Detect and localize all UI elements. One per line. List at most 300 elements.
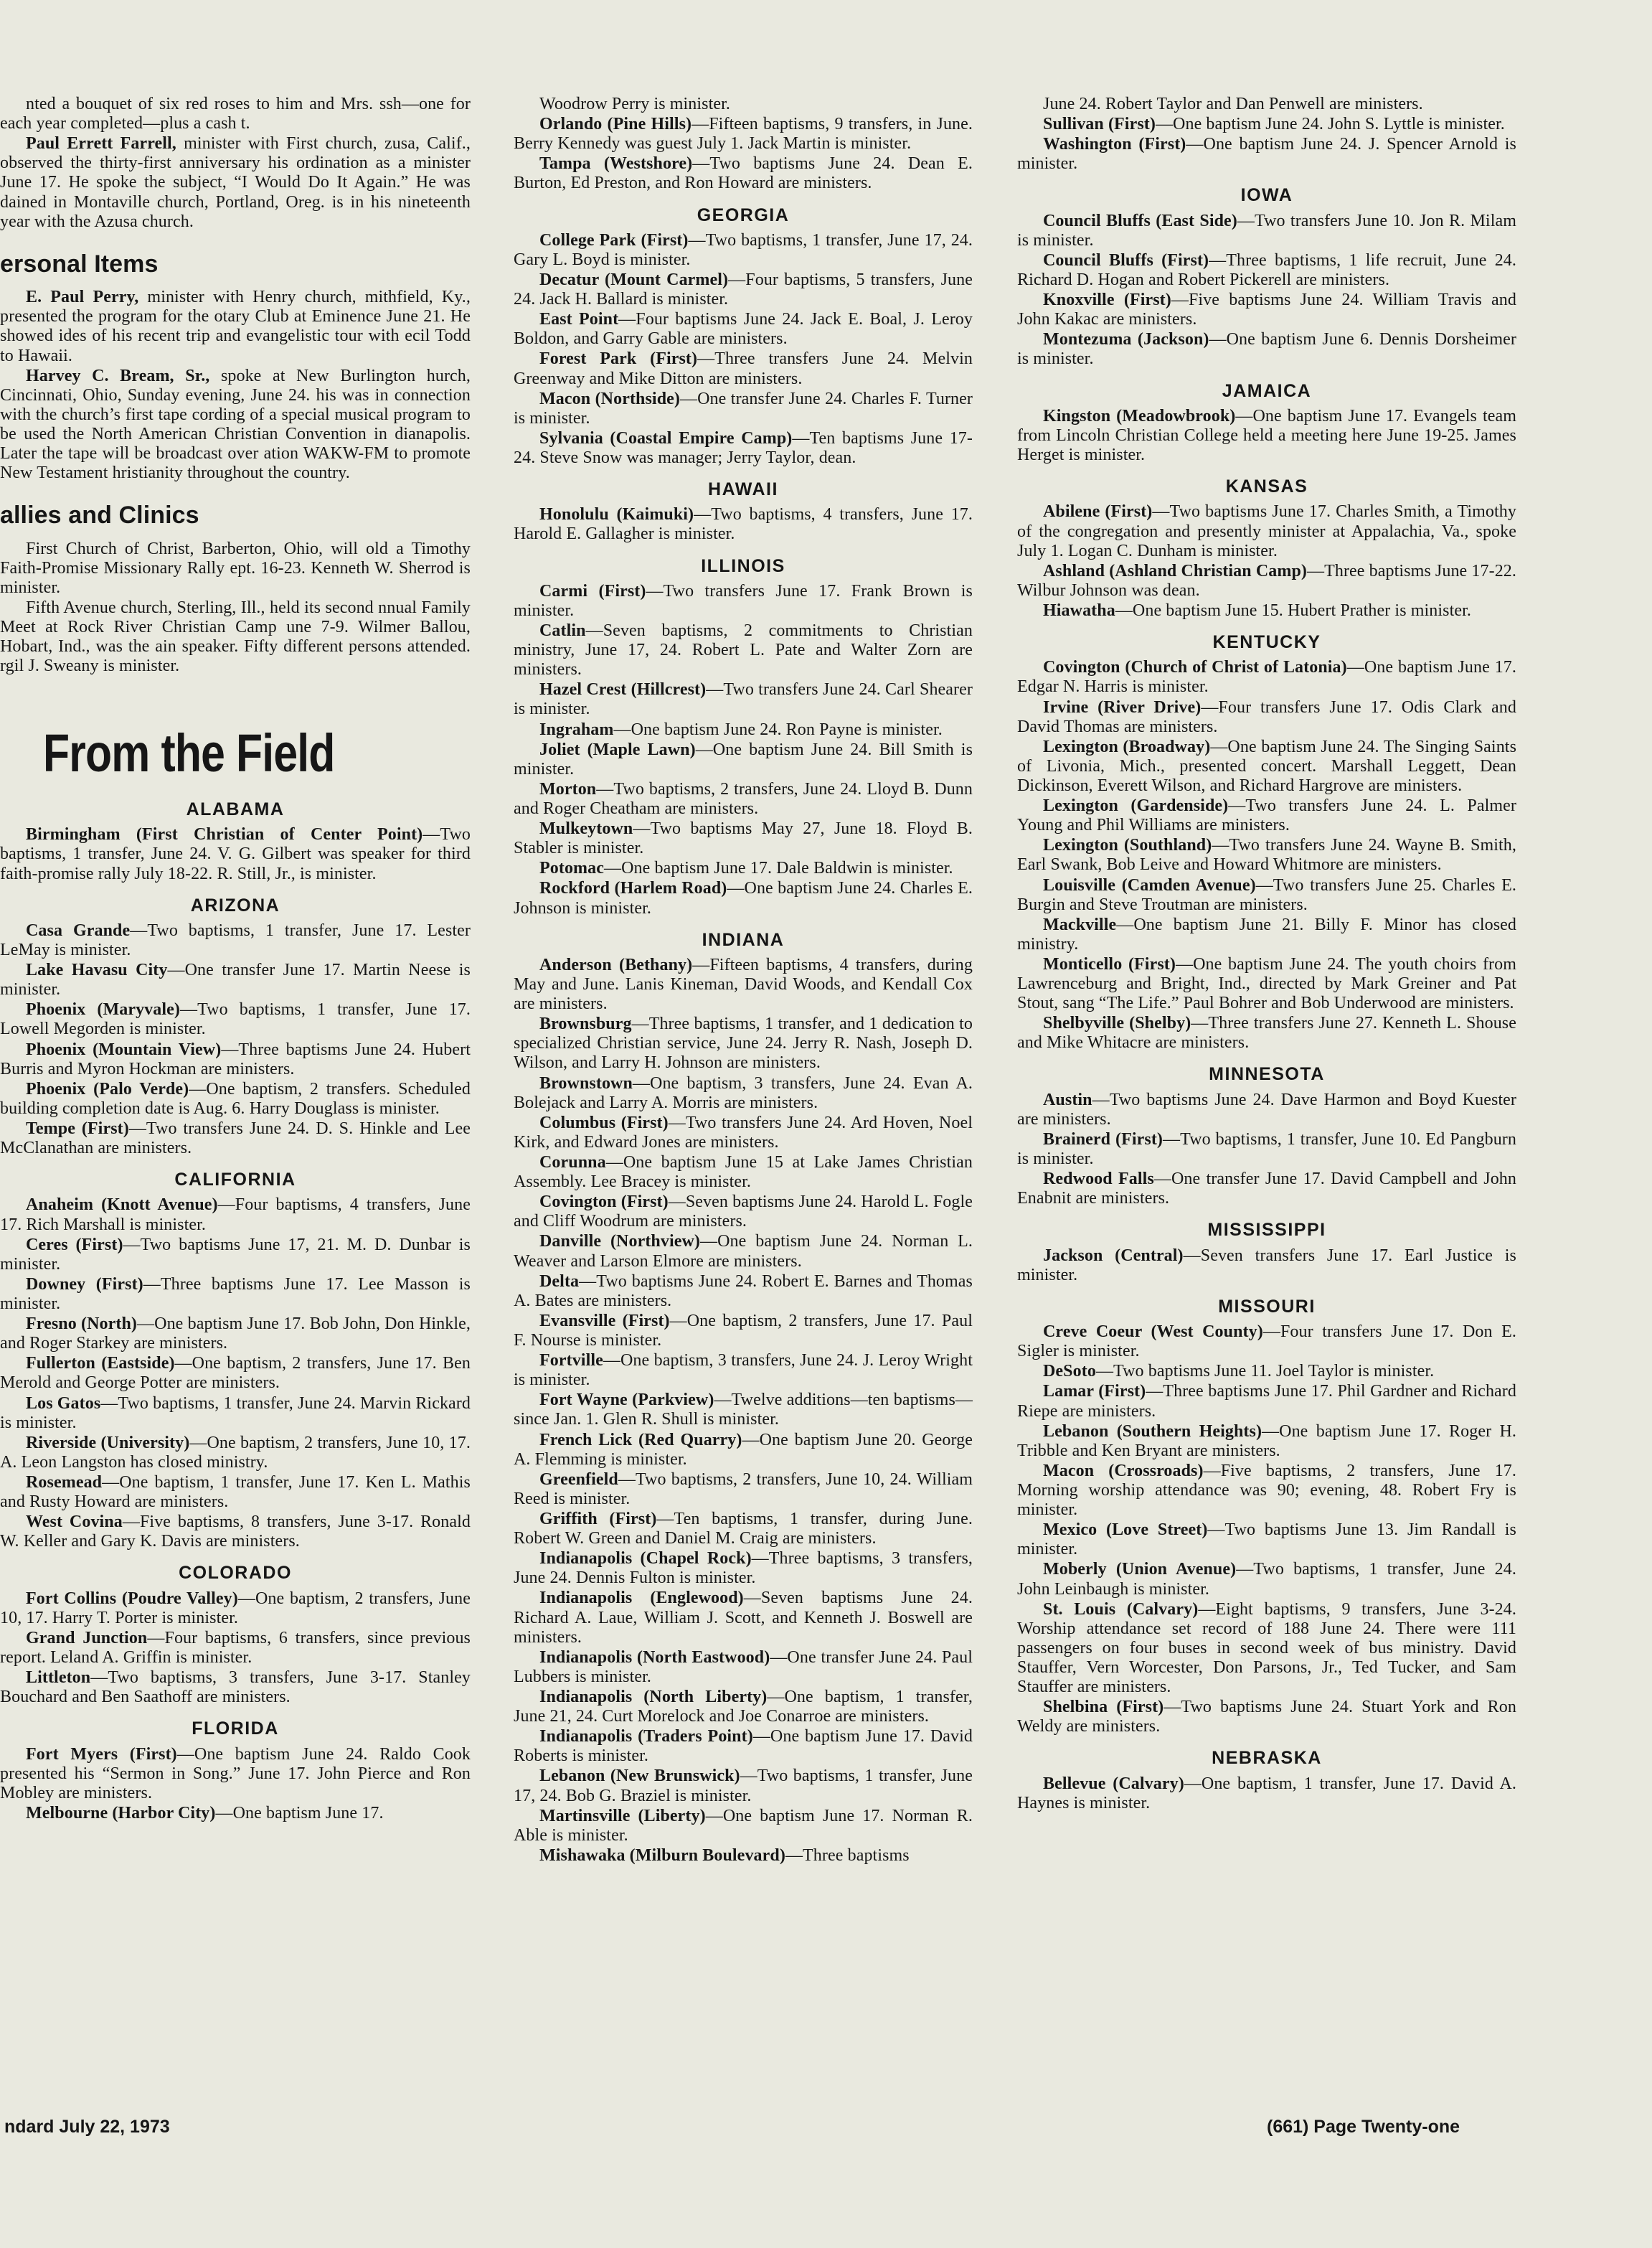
entry-text: —Two baptisms June 24. Robert E. Barnes and Thomas A. Bates are ministers. bbox=[514, 1271, 973, 1310]
entry-name: DeSoto bbox=[1043, 1362, 1096, 1381]
entry-text: —Fifteen baptisms, 9 transfers, in June. Berry Kennedy was guest July 1. Jack Martin is minister. bbox=[514, 115, 973, 154]
entry-name: St. Louis (Calvary) bbox=[1043, 1599, 1199, 1619]
entry-text: —One baptism, 2 transfers, June 17. Ben Merold and George Potter are ministers. bbox=[0, 1354, 471, 1393]
entry-text: —One baptism June 24. John S. Lyttle is minister. bbox=[1155, 115, 1505, 134]
entry-text: —Fifteen baptisms, 4 transfers, during May and June. Lanis Kineman, David Woods, and Kendall Cox are ministers. bbox=[514, 955, 973, 1014]
entry-text: —Seven transfers June 17. Earl Justice is minister. bbox=[1017, 1246, 1516, 1284]
report-entry bbox=[514, 429, 973, 468]
entry-name: Anaheim (Knott Avenue) bbox=[26, 1195, 218, 1215]
entry-text: minister with First church, zusa, Calif., observed the thirty-first anniversary his ordination as a minister June 17. He spoke the subject, “I Would Do It Again.” He was dained in Montaville church, Portland, Oreg. is in his nineteenth year with the Azusa church. bbox=[0, 134, 471, 231]
report-entry bbox=[1017, 916, 1516, 954]
entry-name: Redwood Falls bbox=[1043, 1170, 1154, 1189]
continued-entries bbox=[1017, 95, 1516, 174]
from-the-field-masthead: From the Field bbox=[43, 723, 335, 784]
report-entry bbox=[1017, 1698, 1516, 1736]
report-entry bbox=[514, 1232, 973, 1271]
entry-name: Indianapolis (Chapel Rock) bbox=[539, 1549, 752, 1569]
report-entry bbox=[514, 1767, 973, 1805]
entry-text: —Two transfers June 24. D. S. Hinkle and Lee McClanathan are ministers. bbox=[0, 1119, 471, 1158]
report-entry bbox=[1017, 955, 1516, 1013]
entry-text: —Five baptisms, 2 transfers, June 17. Morning worship attendance was 90; evening, 48. Robert Fry is minister. bbox=[1017, 1461, 1516, 1520]
entry-text: —One baptism June 17. David Roberts is minister. bbox=[514, 1727, 973, 1766]
state-heading: KANSAS bbox=[1225, 476, 1308, 497]
entry-text: —Seven baptisms, 2 commitments to Christian ministry, June 17, 24. Robert L. Pate and Walter Zorn are ministers. bbox=[514, 621, 973, 679]
entry-text: —One transfer June 24. Paul Lubbers is minister. bbox=[514, 1647, 973, 1686]
entry-name: Creve Coeur (West County) bbox=[1043, 1322, 1263, 1342]
report-entry bbox=[514, 310, 973, 349]
entry-text: June 24. Robert Taylor and Dan Penwell are ministers. bbox=[1043, 95, 1423, 113]
report-entry bbox=[1017, 1362, 1516, 1381]
entry-name: Lexington (Gardenside) bbox=[1043, 796, 1229, 816]
entry-name: Brainerd (First) bbox=[1043, 1129, 1164, 1149]
entry-text: —Four baptisms, 4 transfers, June 17. Rich Marshall is minister. bbox=[0, 1195, 471, 1234]
entry-text: —Ten baptisms June 17-24. Steve Snow was manager; Jerry Taylor, dean. bbox=[514, 428, 973, 467]
entry-text: —One baptism June 24. Bill Smith is minister. bbox=[514, 740, 973, 779]
entry-name: Macon (Northside) bbox=[539, 389, 680, 408]
entry-text: —Two baptisms May 27, June 18. Floyd B. Stabler is minister. bbox=[514, 819, 973, 858]
entry-name: Carmi (First) bbox=[539, 581, 646, 601]
entry-text: —One baptism, 2 transfers, June 17. Paul F. Nourse is minister. bbox=[514, 1311, 973, 1350]
entry-name: Evansville (First) bbox=[539, 1311, 670, 1330]
entry-text: —Three baptisms, 1 transfer, and 1 dedication to specialized Christian service, June 24. Jerry R. Nash, Joseph D. Wilson, and Larry H. Johnson are ministers. bbox=[514, 1015, 973, 1073]
entry-text: —One baptism June 21. Billy F. Minor has closed ministry. bbox=[1017, 915, 1516, 954]
report-entry bbox=[0, 95, 471, 133]
report-entry bbox=[0, 1315, 471, 1353]
entry-name: West Covina bbox=[26, 1513, 123, 1532]
state-heading: MISSOURI bbox=[1218, 1296, 1316, 1317]
entry-name: Council Bluffs (East Side) bbox=[1043, 211, 1237, 230]
entry-text: —One baptism, 1 transfer, June 17. Ken L. Mathis and Rusty Howard are ministers. bbox=[0, 1472, 471, 1512]
report-entry bbox=[514, 680, 973, 719]
entry-name: Washington (First) bbox=[1043, 135, 1186, 154]
state-heading: COLORADO bbox=[179, 1563, 292, 1584]
intro-notes bbox=[0, 95, 471, 232]
report-entry bbox=[514, 390, 973, 428]
state-heading: HAWAII bbox=[708, 479, 778, 500]
entry-text: —One baptism June 6. Dennis Dorsheimer is minister. bbox=[1017, 330, 1516, 369]
report-entry bbox=[1017, 1600, 1516, 1698]
entry-text: Woodrow Perry is minister. bbox=[539, 95, 730, 113]
state-heading: GEORGIA bbox=[697, 204, 790, 225]
report-entry bbox=[514, 621, 973, 679]
report-entry bbox=[0, 1434, 471, 1472]
entry-name: Griffith (First) bbox=[539, 1510, 657, 1528]
entry-text: —Two transfers June 24. Ard Hoven, Noel Kirk, and Edward Jones are ministers. bbox=[514, 1113, 973, 1152]
entry-text: —Two transfers June 17. Frank Brown is minister. bbox=[514, 581, 973, 620]
report-entry bbox=[0, 1745, 471, 1803]
report-entry bbox=[0, 1275, 471, 1314]
entry-text: —Two baptisms, 1 transfer, June 17. Lowell Megorden is minister. bbox=[0, 1000, 471, 1039]
entry-name: Fortville bbox=[539, 1351, 603, 1370]
entry-text: —Two transfers June 25. Charles E. Burgin and Steve Troutman are ministers. bbox=[1017, 875, 1516, 914]
entry-name: Lamar (First) bbox=[1043, 1382, 1146, 1401]
entry-name: Anderson (Bethany) bbox=[539, 955, 693, 974]
entry-name: Paul Errett Farrell, bbox=[26, 134, 176, 154]
report-entry bbox=[514, 1846, 973, 1866]
entry-text: —One baptism June 17. Dale Baldwin is minister. bbox=[604, 859, 953, 878]
report-entry bbox=[514, 505, 973, 544]
entry-name: Montezuma (Jackson) bbox=[1043, 330, 1209, 349]
state-heading: MINNESOTA bbox=[1209, 1064, 1325, 1085]
entry-name: Hiawatha bbox=[1043, 601, 1115, 620]
entry-name: Fort Myers (First) bbox=[26, 1744, 177, 1764]
entry-text: —Two baptisms June 24. Stuart York and Ron Weldy are ministers. bbox=[1017, 1698, 1516, 1736]
entry-name: Forest Park (First) bbox=[539, 349, 698, 369]
report-entry bbox=[514, 95, 973, 114]
report-entry bbox=[0, 825, 471, 883]
report-entry bbox=[0, 1589, 471, 1628]
entry-name: Decatur (Mount Carmel) bbox=[539, 271, 729, 290]
entry-name: Tampa (Westshore) bbox=[539, 154, 693, 174]
column-1 bbox=[0, 95, 471, 1824]
entry-name: Harvey C. Bream, Sr., bbox=[26, 366, 210, 385]
report-entry bbox=[514, 1015, 973, 1073]
entry-name: Phoenix (Palo Verde) bbox=[26, 1079, 189, 1099]
report-entry bbox=[0, 1080, 471, 1119]
entry-name: Shelbina (First) bbox=[1043, 1698, 1164, 1717]
entry-text: —Two transfers June 10. Jon R. Milam is minister. bbox=[1017, 211, 1516, 250]
entry-text: —One baptism June 15 at Lake James Christian Assembly. Lee Bracey is minister. bbox=[514, 1153, 973, 1192]
report-entry bbox=[514, 1648, 973, 1687]
report-entry bbox=[0, 288, 471, 365]
state-reports bbox=[1017, 185, 1516, 1812]
report-entry bbox=[1017, 836, 1516, 875]
entry-name: Lexington (Broadway) bbox=[1043, 737, 1211, 756]
entry-text: —Two baptisms, 3 transfers, June 3-17. Stanley Bouchard and Ben Saathoff are ministers. bbox=[0, 1668, 471, 1707]
entry-text: —One transfer June 17. David Campbell and John Enabnit are ministers. bbox=[1017, 1170, 1516, 1208]
report-entry bbox=[0, 961, 471, 1000]
entry-text: —Five baptisms, 8 transfers, June 3-17. Ronald W. Keller and Gary K. Davis are ministers. bbox=[0, 1513, 471, 1551]
continued-entries bbox=[514, 95, 973, 194]
section-heading-rallies-and-clinics: allies and Clinics bbox=[0, 502, 199, 530]
entry-name: Downey (First) bbox=[26, 1274, 143, 1294]
entry-text: —One baptism June 17. bbox=[215, 1803, 384, 1823]
report-entry bbox=[514, 740, 973, 779]
entry-name: Jackson (Central) bbox=[1043, 1246, 1184, 1265]
report-entry bbox=[514, 1114, 973, 1152]
entry-text: —Three baptisms June 17. Phil Gardner and Richard Riepe are ministers. bbox=[1017, 1382, 1516, 1421]
report-entry bbox=[514, 1431, 973, 1469]
entry-text: —Two transfers June 24. Carl Shearer is minister. bbox=[514, 680, 973, 719]
entry-name: Macon (Crossroads) bbox=[1043, 1461, 1204, 1480]
entry-text: —One baptism June 24. J. Spencer Arnold is minister. bbox=[1017, 135, 1516, 174]
entry-text: —Two baptisms, 2 transfers, June 24. Lloyd B. Dunn and Roger Cheatham are ministers. bbox=[514, 779, 973, 819]
entry-name: Fullerton (Eastside) bbox=[26, 1354, 175, 1373]
entry-name: Abilene (First) bbox=[1043, 502, 1153, 522]
entry-text: —One baptism June 17. Bob John, Don Hinkle, and Roger Starkey are ministers. bbox=[0, 1315, 471, 1353]
report-entry bbox=[0, 1236, 471, 1274]
entry-text: —Five baptisms June 24. William Travis and John Kakac are ministers. bbox=[1017, 291, 1516, 329]
entry-name: College Park (First) bbox=[539, 230, 689, 250]
entry-name: Covington (Church of Christ of Latonia) bbox=[1043, 658, 1347, 677]
entry-name: Mexico (Love Street) bbox=[1043, 1520, 1208, 1540]
entry-text: —Two baptisms June 17, 21. M. D. Dunbar is minister. bbox=[0, 1235, 471, 1274]
report-entry bbox=[514, 859, 973, 878]
report-entry bbox=[1017, 95, 1516, 114]
report-entry bbox=[514, 349, 973, 388]
entry-name: Corunna bbox=[539, 1153, 606, 1172]
entry-text: —Two baptisms, 2 transfers, June 10, 24. William Reed is minister. bbox=[514, 1469, 973, 1508]
report-entry bbox=[1017, 876, 1516, 915]
report-entry bbox=[0, 1195, 471, 1234]
footer-date: ndard July 22, 1973 bbox=[4, 2117, 170, 2137]
report-entry bbox=[0, 134, 471, 232]
report-entry bbox=[1017, 135, 1516, 174]
entry-text: —One baptism June 17. Evangels team from Lincoln Christian College held a meeting here June 19-25. James Herget is minister. bbox=[1017, 406, 1516, 465]
entry-name: Fresno (North) bbox=[26, 1315, 138, 1334]
entry-name: Austin bbox=[1043, 1090, 1092, 1109]
report-entry bbox=[1017, 1560, 1516, 1599]
entry-text: —One transfer June 24. Charles F. Turner is minister. bbox=[514, 389, 973, 428]
entry-name: Melbourne (Harbor City) bbox=[26, 1803, 216, 1823]
entry-name: Martinsville (Liberty) bbox=[539, 1806, 706, 1825]
report-entry bbox=[0, 1668, 471, 1707]
state-heading: CALIFORNIA bbox=[174, 1170, 296, 1190]
report-entry bbox=[1017, 796, 1516, 835]
entry-text: —Ten baptisms, 1 transfer, during June. Robert W. Green and Daniel M. Craig are ministers. bbox=[514, 1510, 973, 1548]
report-entry bbox=[514, 819, 973, 858]
state-heading: IOWA bbox=[1240, 185, 1293, 206]
entry-name: Covington (First) bbox=[539, 1193, 669, 1212]
entry-name: Monticello (First) bbox=[1043, 954, 1176, 974]
entry-name: Shelbyville (Shelby) bbox=[1043, 1014, 1191, 1033]
entry-name: Knoxville (First) bbox=[1043, 291, 1171, 310]
state-reports bbox=[514, 205, 973, 1866]
report-entry bbox=[1017, 330, 1516, 369]
report-entry bbox=[1017, 407, 1516, 465]
state-heading: NEBRASKA bbox=[1212, 1748, 1322, 1769]
entry-name: French Lick (Red Quarry) bbox=[539, 1430, 742, 1449]
entry-name: Fort Collins (Poudre Valley) bbox=[26, 1589, 238, 1608]
entry-name: Indianapolis (Traders Point) bbox=[539, 1727, 753, 1746]
entry-name: Council Bluffs (First) bbox=[1043, 250, 1209, 270]
entry-name: Ashland (Ashland Christian Camp) bbox=[1043, 561, 1307, 580]
report-entry bbox=[1017, 251, 1516, 290]
entry-text: —Three baptisms bbox=[785, 1845, 910, 1865]
entry-name: Lebanon (New Brunswick) bbox=[539, 1767, 740, 1786]
entry-name: Indianapolis (North Eastwood) bbox=[539, 1647, 770, 1667]
entry-text: —Four transfers June 17. Odis Clark and David Thomas are ministers. bbox=[1017, 697, 1516, 736]
report-entry bbox=[0, 1394, 471, 1433]
entry-text: —Two baptisms June 11. Joel Taylor is minister. bbox=[1095, 1362, 1435, 1381]
state-heading: ARIZONA bbox=[190, 895, 280, 916]
report-entry bbox=[1017, 1520, 1516, 1559]
report-entry bbox=[0, 540, 471, 598]
report-entry bbox=[0, 1040, 471, 1079]
entry-name: Columbus (First) bbox=[539, 1113, 669, 1132]
state-heading: INDIANA bbox=[702, 929, 785, 950]
column-2 bbox=[514, 95, 973, 1866]
state-heading: FLORIDA bbox=[192, 1718, 279, 1739]
report-entry bbox=[514, 1312, 973, 1350]
report-entry bbox=[514, 1351, 973, 1390]
report-entry bbox=[1017, 738, 1516, 796]
entry-text: —Eight baptisms, 9 transfers, June 3-24. Worship attendance set record of 188 June 24. There were 111 passengers on four buses in second week of bus ministry. David Stauffer, Vern Worcester, Don Parsons, Jr., Ted Tucker, and Sam Stauffer are ministers. bbox=[1017, 1599, 1516, 1697]
report-entry bbox=[0, 1513, 471, 1551]
entry-name: Lake Havasu City bbox=[26, 961, 168, 980]
entry-text: —Three baptisms, 3 transfers, June 24. Dennis Fulton is minister. bbox=[514, 1549, 973, 1588]
entry-name: Delta bbox=[539, 1271, 580, 1291]
entry-text: —Four baptisms, 6 transfers, since previous report. Leland A. Griffin is minister. bbox=[0, 1628, 471, 1667]
entry-text: First Church of Christ, Barberton, Ohio, will old a Timothy Faith-Promise Missionary Rally ept. 16-23. Kenneth W. Sherrod is minister. bbox=[0, 539, 471, 597]
report-entry bbox=[0, 1804, 471, 1823]
report-entry bbox=[514, 1688, 973, 1726]
report-entry bbox=[0, 1119, 471, 1158]
footer-page-number: (661) Page Twenty-one bbox=[1267, 2117, 1460, 2137]
entry-name: Louisville (Camden Avenue) bbox=[1043, 875, 1256, 895]
entry-text: —One baptism, 3 transfers, June 24. J. Leroy Wright is minister. bbox=[514, 1351, 973, 1390]
entry-name: Ingraham bbox=[539, 720, 614, 739]
entry-text: —One baptism June 20. George A. Flemming is minister. bbox=[514, 1430, 973, 1469]
report-entry bbox=[514, 1807, 973, 1845]
entry-name: Lexington (Southland) bbox=[1043, 836, 1212, 855]
entry-name: Tempe (First) bbox=[26, 1119, 129, 1138]
report-entry bbox=[1017, 601, 1516, 621]
report-entry bbox=[1017, 1246, 1516, 1285]
report-entry bbox=[0, 1473, 471, 1512]
report-entry bbox=[1017, 698, 1516, 737]
report-entry bbox=[514, 582, 973, 621]
entry-name: Birmingham (First Christian of Center Point) bbox=[26, 825, 423, 845]
entry-name: Brownsburg bbox=[539, 1015, 632, 1034]
entry-name: Indianapolis (Englewood) bbox=[539, 1589, 744, 1608]
entry-text: —One baptism June 24. The youth choirs from Lawrenceburg and Bright, Ind., directed by Mark Greiner and Pat Stout, sang “The Life.” Paul Bohrer and Bob Underwood are ministers. bbox=[1017, 954, 1517, 1013]
report-entry bbox=[514, 720, 973, 740]
state-heading: KENTUCKY bbox=[1212, 632, 1321, 653]
entry-text: —One baptism, 2 transfers. Scheduled building completion date is Aug. 6. Harry Douglass is minister. bbox=[0, 1079, 471, 1118]
report-entry bbox=[514, 115, 973, 154]
entry-text: —One baptism, 1 transfer, June 21, 24. Curt Morelock and Joe Conarroe are ministers. bbox=[514, 1687, 973, 1726]
report-entry bbox=[514, 1074, 973, 1113]
report-entry bbox=[0, 1000, 471, 1039]
report-entry bbox=[1017, 658, 1516, 697]
report-entry bbox=[514, 1589, 973, 1647]
entry-text: Fifth Avenue church, Sterling, Ill., held its second nnual Family Meet at Rock River Christian Camp une 7-9. Wilmer Ballou, Hobart, Ind., was the ain speaker. Fifty different persons attended. rgil J. Sweany is minister. bbox=[0, 598, 471, 676]
entry-text: —One baptism June 24. The Singing Saints of Livonia, Mich., presented concert. Marshall Leggett, Dean Dickinson, Everett Wilson, and Richard Hargrove are ministers. bbox=[1017, 737, 1517, 795]
report-entry bbox=[1017, 291, 1516, 329]
entry-name: Joliet (Maple Lawn) bbox=[539, 740, 696, 759]
entry-text: —One baptism June 24. Charles E. Johnson is minister. bbox=[514, 879, 973, 918]
entry-text: —Two baptisms June 24. Dave Harmon and Boyd Kuester are ministers. bbox=[1017, 1090, 1516, 1129]
report-entry bbox=[514, 1193, 973, 1231]
report-entry bbox=[0, 367, 471, 484]
section-heading-personal-items: ersonal Items bbox=[0, 250, 159, 278]
entry-name: Sullivan (First) bbox=[1043, 115, 1156, 134]
entry-name: Mulkeytown bbox=[539, 819, 633, 839]
report-entry bbox=[1017, 502, 1516, 560]
entry-name: Los Gatos bbox=[26, 1393, 101, 1413]
entry-text: minister with Henry church, mithfield, Ky., presented the program for the otary Club at Eminence June 21. He showed ides of his recent trip and evangelistic tour with ecil Todd to Hawaii. bbox=[0, 288, 471, 365]
entry-text: —One baptism June 17. Roger H. Tribble and Ken Bryant are ministers. bbox=[1017, 1421, 1516, 1460]
report-entry bbox=[1017, 1382, 1516, 1421]
report-entry bbox=[514, 231, 973, 270]
entry-name: E. Paul Perry, bbox=[26, 288, 139, 307]
entry-name: Honolulu (Kaimuki) bbox=[539, 505, 694, 525]
entry-text: —One baptism June 24. Ron Payne is minister. bbox=[613, 720, 943, 739]
entry-text: —Twelve additions—ten baptisms—since Jan. 1. Glen R. Shull is minister. bbox=[514, 1391, 973, 1429]
entry-name: Littleton bbox=[26, 1668, 91, 1688]
report-entry bbox=[1017, 1091, 1516, 1129]
entry-text: —Two baptisms, 1 transfer, June 17, 24. Bob G. Braziel is minister. bbox=[514, 1767, 973, 1805]
report-entry bbox=[0, 1629, 471, 1668]
entry-text: —One baptism June 17. Norman R. Able is minister. bbox=[514, 1806, 973, 1845]
report-entry bbox=[1017, 1462, 1516, 1520]
entry-text: —Two baptisms, 1 transfer, June 24. Marvin Rickard is minister. bbox=[0, 1393, 471, 1432]
state-reports bbox=[0, 799, 471, 1823]
entry-name: Hazel Crest (Hillcrest) bbox=[539, 680, 707, 700]
entry-name: Moberly (Union Avenue) bbox=[1043, 1560, 1237, 1579]
report-entry bbox=[514, 1272, 973, 1311]
entry-text: —One baptism June 17. Edgar N. Harris is minister. bbox=[1017, 658, 1517, 697]
report-entry bbox=[514, 956, 973, 1014]
report-entry bbox=[1017, 115, 1516, 134]
state-heading: ILLINOIS bbox=[701, 555, 785, 576]
entry-text: —One transfer June 17. Martin Neese is minister. bbox=[0, 961, 471, 1000]
entry-text: —Two baptisms, 4 transfers, June 17. Harold E. Gallagher is minister. bbox=[514, 505, 973, 544]
state-heading: JAMAICA bbox=[1222, 380, 1312, 401]
entry-text: —Four transfers June 17. Don E. Sigler is minister. bbox=[1017, 1322, 1516, 1361]
entry-name: Fort Wayne (Parkview) bbox=[539, 1391, 714, 1410]
entry-name: Bellevue (Calvary) bbox=[1043, 1774, 1184, 1793]
report-entry bbox=[1017, 1774, 1516, 1813]
entry-name: Riverside (University) bbox=[26, 1433, 190, 1452]
report-entry bbox=[0, 921, 471, 960]
entry-text: —Two baptisms, 1 transfer, June 17. Lester LeMay is minister. bbox=[0, 921, 471, 959]
personal-items bbox=[0, 288, 471, 483]
entry-name: Phoenix (Mountain View) bbox=[26, 1040, 222, 1059]
entry-name: Irvine (River Drive) bbox=[1043, 697, 1202, 717]
state-heading: MISSISSIPPI bbox=[1207, 1220, 1326, 1241]
entry-name: Morton bbox=[539, 779, 597, 799]
entry-text: —Two transfers June 24. Wayne B. Smith, Earl Swank, Bob Leive and Howard Whitmore are ministers. bbox=[1017, 836, 1516, 875]
report-entry bbox=[0, 1354, 471, 1393]
entry-name: Sylvania (Coastal Empire Camp) bbox=[539, 428, 793, 448]
report-entry bbox=[514, 1470, 973, 1509]
entry-text: —Two baptisms, 1 transfer, June 24. V. G. Gilbert was speaker for third faith-promise rally July 18-22. R. Still, Jr., is minister. bbox=[0, 825, 471, 883]
entry-text: —Three transfers June 27. Kenneth L. Shouse and Mike Whitacre are ministers. bbox=[1017, 1014, 1516, 1053]
entry-text: —One baptism, 1 transfer, June 17. David A. Haynes is minister. bbox=[1017, 1774, 1516, 1812]
rallies-items bbox=[0, 540, 471, 677]
report-entry bbox=[1017, 562, 1516, 601]
report-entry bbox=[1017, 1014, 1516, 1053]
entry-name: East Point bbox=[539, 310, 619, 329]
entry-name: Catlin bbox=[539, 621, 586, 641]
report-entry bbox=[514, 1727, 973, 1766]
report-entry bbox=[514, 879, 973, 918]
entry-text: —One baptism June 24. Raldo Cook presented his “Sermon in Song.” June 17. John Pierce and Ron Mobley are ministers. bbox=[0, 1744, 471, 1802]
entry-name: Kingston (Meadowbrook) bbox=[1043, 406, 1236, 425]
column-3 bbox=[1017, 95, 1516, 1814]
report-entry bbox=[1017, 1130, 1516, 1169]
entry-name: Phoenix (Maryvale) bbox=[26, 1000, 180, 1020]
entry-text: nted a bouquet of six red roses to him and Mrs. ssh—one for each year completed—plus a cash t. bbox=[0, 95, 471, 133]
entry-name: Mishawaka (Milburn Boulevard) bbox=[539, 1845, 785, 1865]
report-entry bbox=[1017, 212, 1516, 250]
entry-text: —Two baptisms June 24. Dean E. Burton, Ed Preston, and Ron Howard are ministers. bbox=[514, 154, 973, 193]
report-entry bbox=[514, 1391, 973, 1429]
entry-text: —One baptism, 2 transfers, June 10, 17. Harry T. Porter is minister. bbox=[0, 1589, 471, 1627]
state-heading: ALABAMA bbox=[186, 799, 285, 820]
entry-text: —Three transfers June 24. Melvin Greenway and Mike Ditton are ministers. bbox=[514, 349, 973, 388]
report-entry bbox=[514, 1153, 973, 1192]
entry-text: —Three baptisms, 1 life recruit, June 24. Richard D. Hogan and Robert Pickerell are ministers. bbox=[1017, 250, 1516, 290]
entry-name: Brownstown bbox=[539, 1073, 633, 1093]
entry-text: —Two transfers June 24. L. Palmer Young and Phil Williams are ministers. bbox=[1017, 796, 1516, 835]
entry-text: —Seven baptisms June 24. Richard A. Laue, William J. Scott, and Kenneth J. Boswell are ministers. bbox=[514, 1589, 973, 1647]
entry-text: —Four baptisms June 24. Jack E. Boal, J. Leroy Boldon, and Garry Gable are ministers. bbox=[514, 310, 973, 349]
entry-text: —One baptism, 3 transfers, June 24. Evan A. Bolejack and Larry A. Morris are ministers. bbox=[514, 1073, 973, 1112]
entry-text: —One baptism, 2 transfers, June 10, 17. A. Leon Langston has closed ministry. bbox=[0, 1433, 471, 1472]
